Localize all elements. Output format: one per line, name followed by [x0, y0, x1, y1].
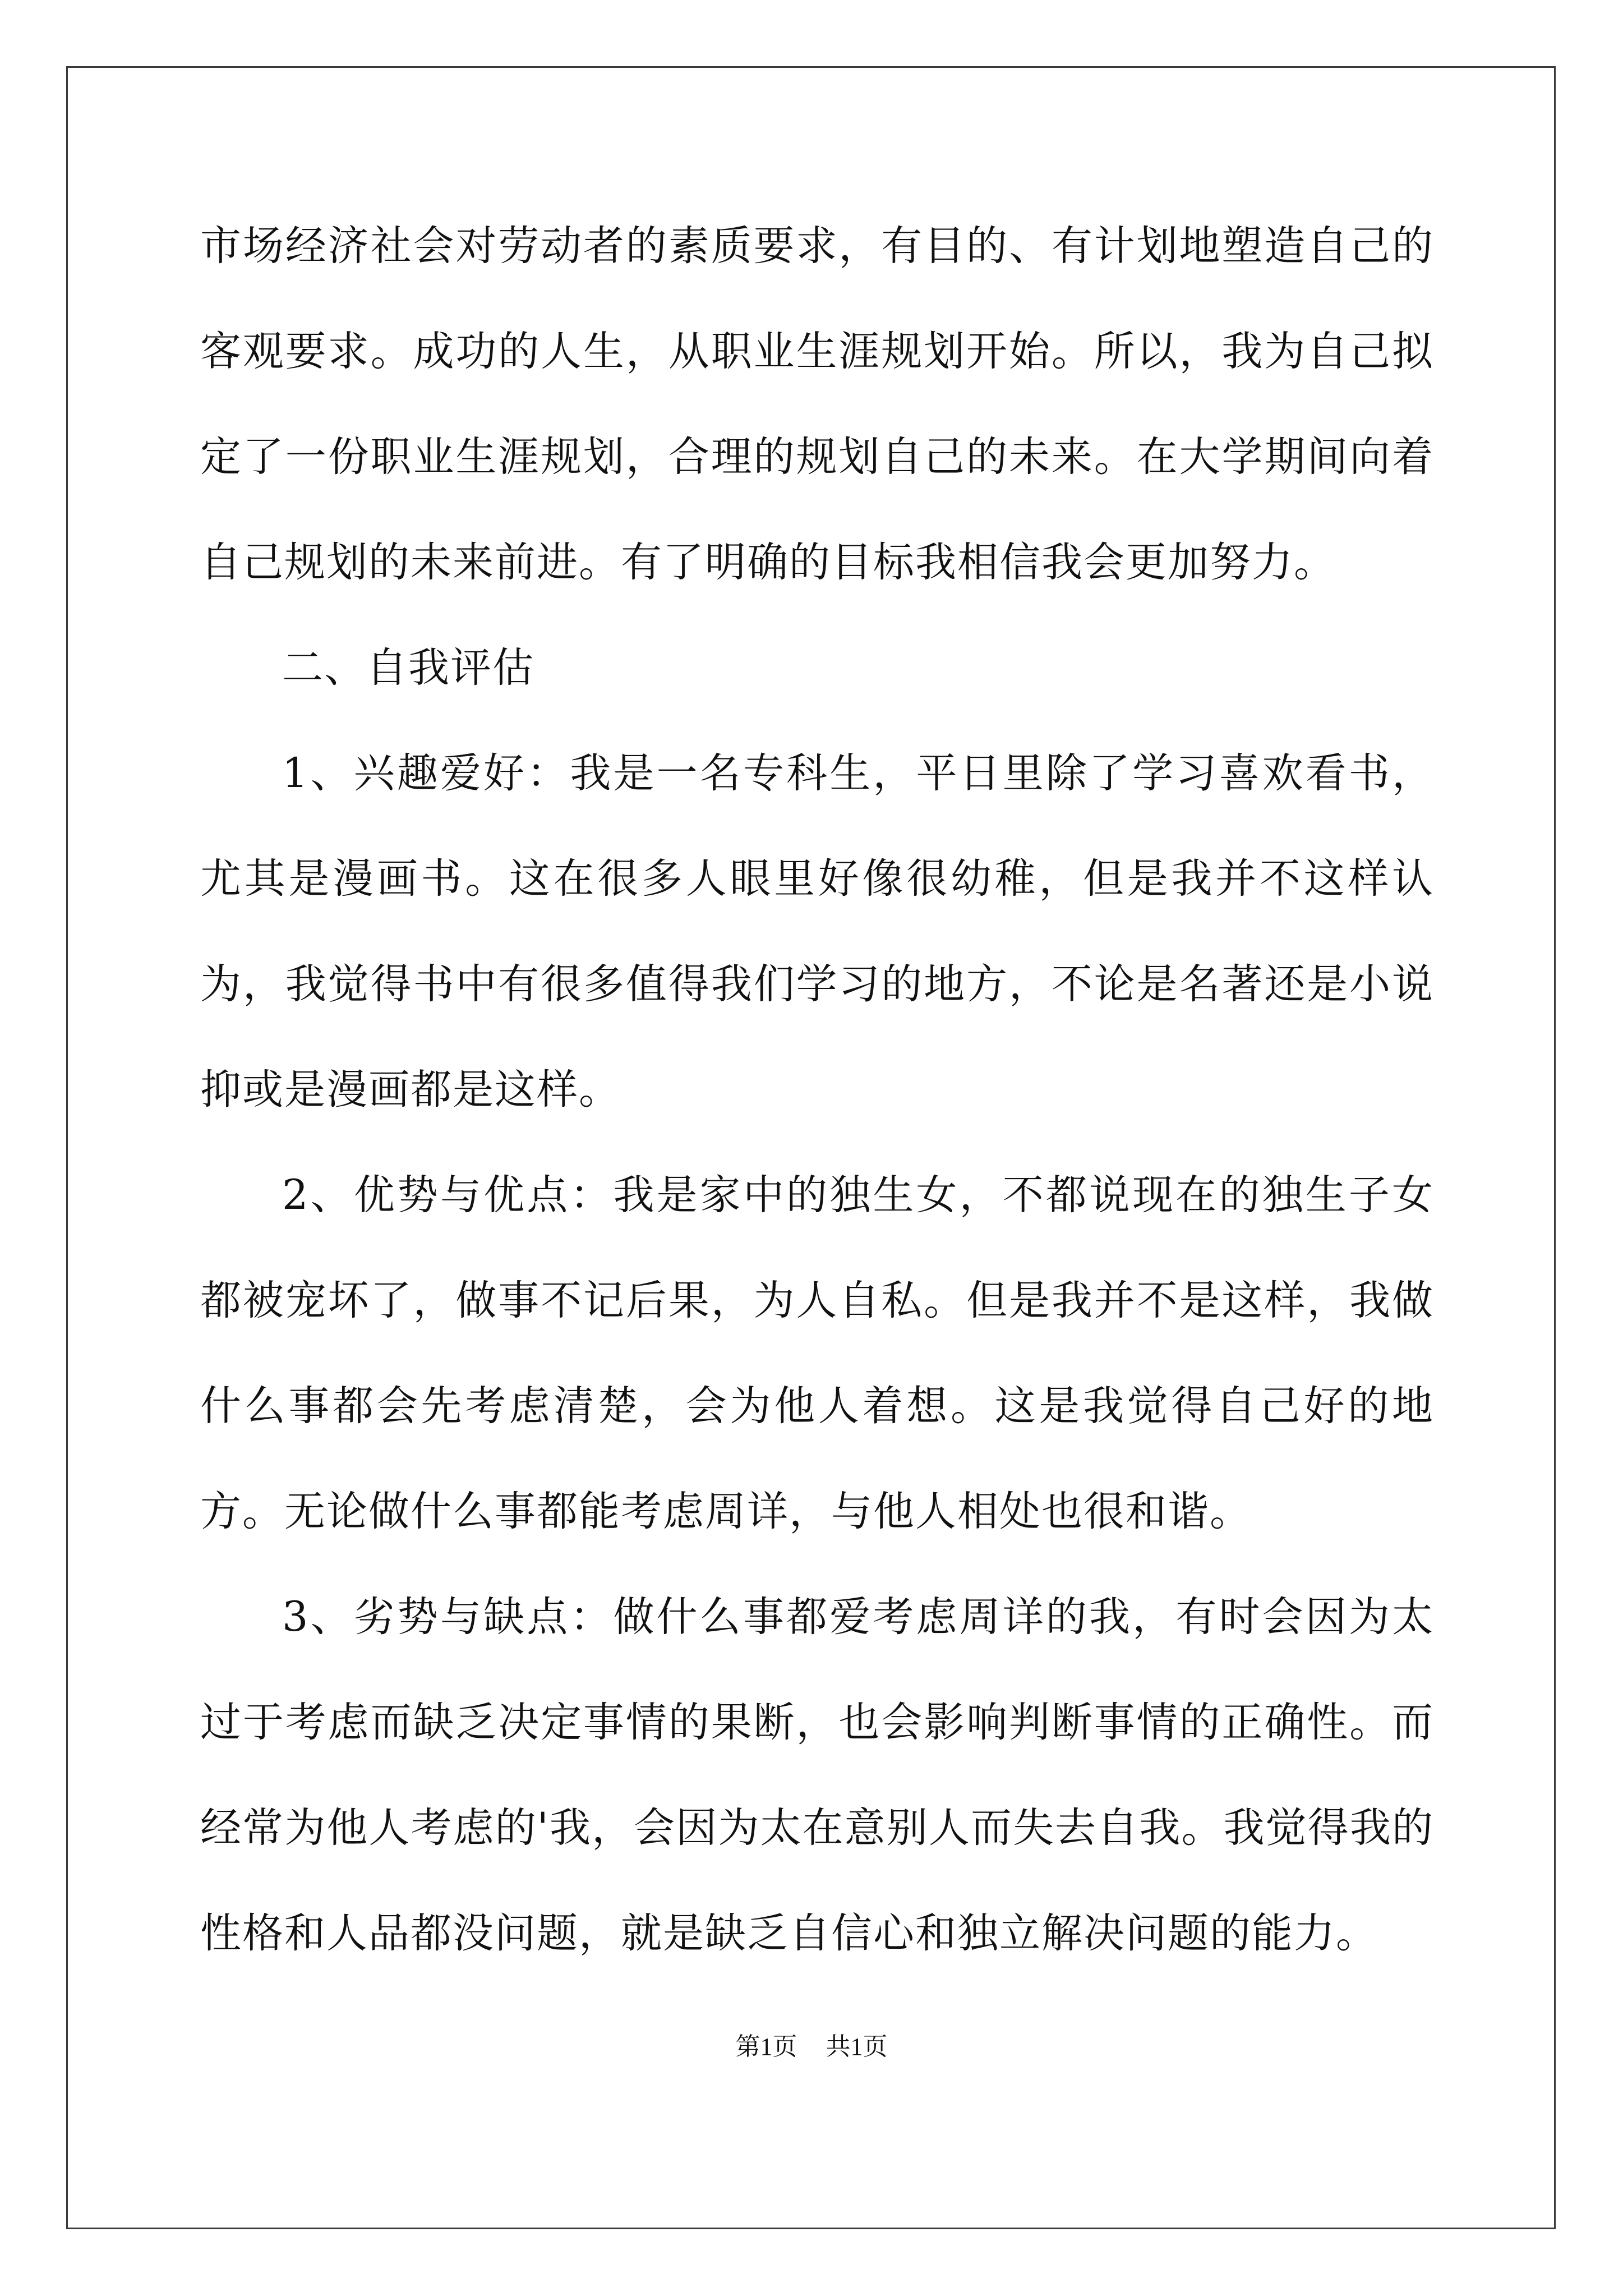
paragraph-interests: 1、兴趣爱好：我是一名专科生，平日里除了学习喜欢看书，尤其是漫画书。这在很多人眼里好像很幼稚，但是我并不这样认为，我觉得书中有很多值得我们学习的地方，不论是名著还是小说抑或是漫画都是这样。	[200, 749, 1434, 1114]
page-total: 共1页	[826, 2033, 888, 2060]
paragraph-weaknesses: 3、劣势与缺点：做什么事都爱考虑周详的我，有时会因为太过于考虑而缺乏决定事情的果断，也会影响判断事情的正确性。而经常为他人考虑的'我，会因为太在意别人而失去自我。我觉得我的性格和人品都没问题，就是缺乏自信心和独立解决问题的能力。	[200, 1593, 1434, 1957]
paragraph-strengths: 2、优势与优点：我是家中的独生女，不都说现在的独生子女都被宠坏了，做事不记后果，为人自私。但是我并不是这样，我做什么事都会先考虑清楚，会为他人着想。这是我觉得自己好的地方。无论做什么事都能考虑周详，与他人相处也很和谐。	[200, 1171, 1434, 1535]
page-number: 第1页	[735, 2033, 797, 2060]
paragraph-intro-continued: 市场经济社会对劳动者的素质要求，有目的、有计划地塑造自己的客观要求。成功的人生，从职业生涯规划开始。所以，我为自己拟定了一份职业生涯规划，合理的规划自己的未来。在大学期间向着自己规划的未来前进。有了明确的目标我相信我会更加努力。	[200, 222, 1434, 586]
document-body	[200, 194, 1434, 1986]
page-footer	[0, 2026, 1623, 2062]
section-heading-self-assessment: 二、自我评估	[282, 644, 534, 692]
